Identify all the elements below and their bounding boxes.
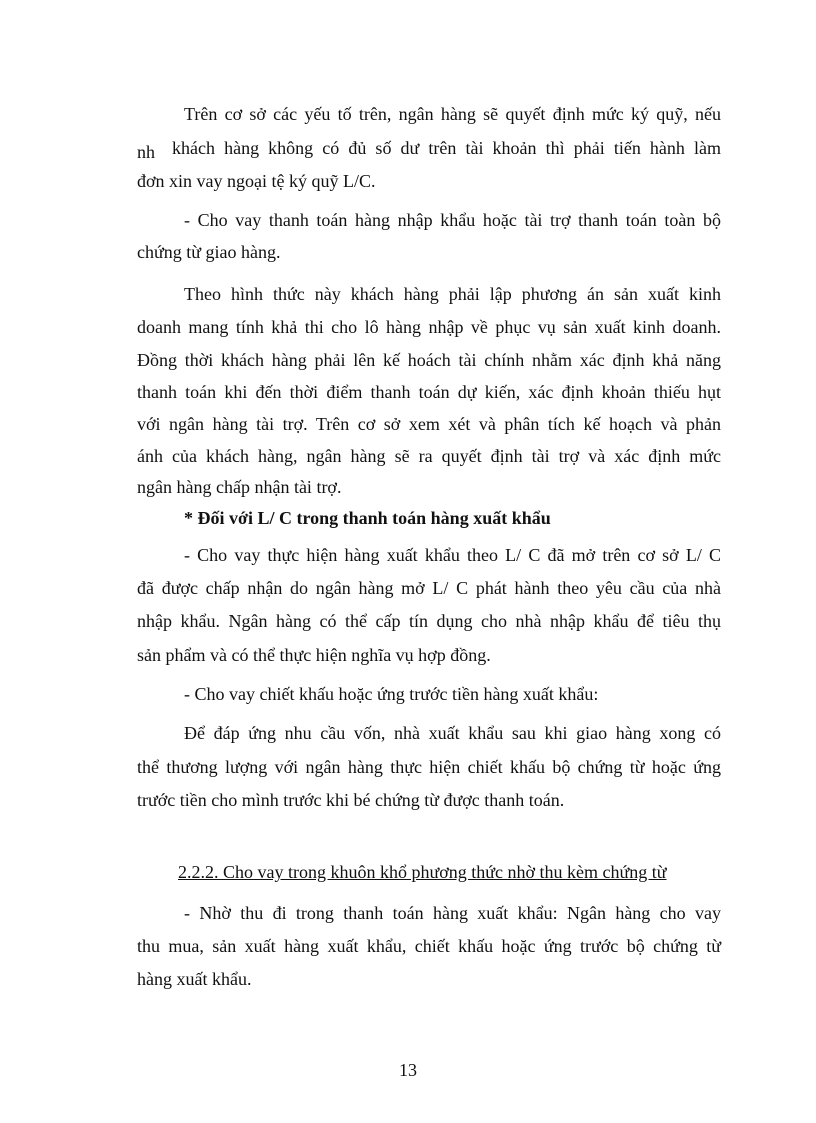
text-line: thu mua, sản xuất hàng xuất khẩu, chiết khấu hoặc ứng trước bộ chứng từ	[137, 936, 721, 956]
text-line: - Cho vay thanh toán hàng nhập khẩu hoặc tài trợ thanh toán toàn bộ	[184, 210, 721, 230]
text-line: - Cho vay chiết khấu hoặc ứng trước tiền hàng xuất khẩu:	[184, 684, 599, 704]
text-line: - Nhờ thu đi trong thanh toán hàng xuất khẩu: Ngân hàng cho vay	[184, 903, 721, 923]
text-line: khách hàng không có đủ số dư trên tài khoản thì phải tiến hành làm	[172, 138, 721, 158]
text-line: Theo hình thức này khách hàng phải lập phương án sản xuất kinh	[184, 284, 721, 304]
text-line: nh	[137, 142, 155, 162]
text-line: với ngân hàng tài trợ. Trên cơ sở xem xét và phân tích kế hoạch và phản	[137, 414, 721, 434]
text-line: chứng từ giao hàng.	[137, 242, 281, 262]
text-line: nhập khẩu. Ngân hàng có thể cấp tín dụng cho nhà nhập khẩu để tiêu thụ	[137, 611, 721, 631]
text-line: đã được chấp nhận do ngân hàng mở L/ C phát hành theo yêu cầu của nhà	[137, 578, 721, 598]
text-line: hàng xuất khẩu.	[137, 969, 252, 989]
text-line: thanh toán khi đến thời điểm thanh toán dự kiến, xác định khoản thiếu hụt	[137, 382, 721, 402]
text-line: doanh mang tính khả thi cho lô hàng nhập về phục vụ sản xuất kinh doanh.	[137, 317, 721, 337]
text-line: Trên cơ sở các yếu tố trên, ngân hàng sẽ quyết định mức ký quỹ, nếu	[184, 104, 721, 124]
section-heading: * Đối với L/ C trong thanh toán hàng xuất khẩu	[184, 508, 551, 528]
text-line: sản phẩm và có thể thực hiện nghĩa vụ hợp đồng.	[137, 645, 491, 665]
subsection-heading: 2.2.2. Cho vay trong khuôn khổ phương thức nhờ thu kèm chứng từ	[178, 862, 667, 882]
text-line: trước tiền cho mình trước khi bé chứng từ được thanh toán.	[137, 790, 565, 810]
text-line: ngân hàng chấp nhận tài trợ.	[137, 477, 342, 497]
page-number: 13	[399, 1060, 417, 1080]
text-line: - Cho vay thực hiện hàng xuất khẩu theo L/ C đã mở trên cơ sở L/ C	[184, 545, 721, 565]
text-line: ánh của khách hàng, ngân hàng sẽ ra quyết định tài trợ và xác định mức	[137, 446, 721, 466]
text-line: Đồng thời khách hàng phải lên kế hoách tài chính nhằm xác định khả năng	[137, 350, 721, 370]
text-line: đơn xin vay ngoại tệ ký quỹ L/C.	[137, 171, 376, 191]
text-line: Để đáp ứng nhu cầu vốn, nhà xuất khẩu sau khi giao hàng xong có	[184, 723, 721, 743]
text-line: thể thương lượng với ngân hàng thực hiện chiết khấu bộ chứng từ hoặc ứng	[137, 757, 721, 777]
